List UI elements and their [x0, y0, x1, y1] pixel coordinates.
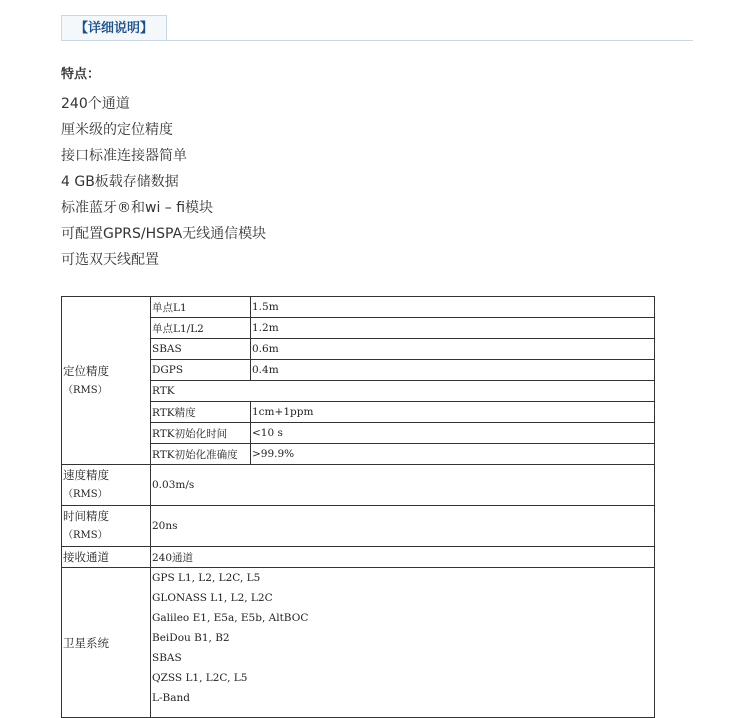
- spec-name-cell: RTK初始化准确度: [151, 444, 251, 465]
- table-row: [62, 318, 655, 339]
- spec-name-cell: SBAS: [151, 339, 251, 360]
- velocity-accuracy-unit: （RMS）: [63, 489, 108, 500]
- table-row: [62, 297, 655, 318]
- channels-value: 240通道: [151, 547, 655, 568]
- feature-item: 厘米级的定位精度: [61, 122, 173, 138]
- table-row: [62, 423, 655, 444]
- spec-value-cell: 0.4m: [251, 360, 655, 381]
- positioning-accuracy-unit: （RMS）: [63, 384, 108, 396]
- satellite-system-item: GLONASS L1, L2, L2C: [152, 592, 273, 604]
- spec-value-cell: >99.9%: [251, 444, 655, 465]
- table-row: [62, 506, 655, 547]
- feature-item: 4 GB板载存储数据: [61, 174, 179, 190]
- timing-accuracy-title: 时间精度: [63, 509, 109, 523]
- velocity-accuracy-label: [62, 465, 151, 506]
- feature-item: 标准蓝牙®和wi – fi模块: [61, 200, 214, 216]
- table-row: [62, 339, 655, 360]
- feature-item: 240个通道: [61, 96, 130, 112]
- table-row: [62, 568, 655, 718]
- table-row: [62, 360, 655, 381]
- satellite-system-item: L-Band: [152, 692, 190, 704]
- timing-accuracy-unit: （RMS）: [63, 530, 108, 541]
- timing-accuracy-label: [62, 506, 151, 547]
- velocity-accuracy-value: 0.03m/s: [151, 465, 655, 506]
- spec-name-cell: RTK: [151, 381, 655, 402]
- satellite-systems-value: [151, 568, 655, 718]
- timing-accuracy-value: 20ns: [151, 506, 655, 547]
- feature-item: 可配置GPRS/HSPA无线通信模块: [61, 226, 267, 242]
- satellite-systems-label: 卫星系统: [62, 568, 151, 718]
- tab-bar: [61, 15, 693, 41]
- satellite-system-item: GPS L1, L2, L2C, L5: [152, 572, 261, 584]
- features-list: [61, 91, 266, 273]
- spec-name-cell: RTK初始化时间: [151, 423, 251, 444]
- satellite-system-item: SBAS: [152, 652, 182, 664]
- spec-value-cell: 1.2m: [251, 318, 655, 339]
- satellite-system-item: Galileo E1, E5a, E5b, AltBOC: [152, 612, 309, 624]
- spec-table: [61, 296, 655, 718]
- spec-name-cell: DGPS: [151, 360, 251, 381]
- features-title: 特点：: [61, 67, 101, 82]
- spec-value-cell: 1cm+1ppm: [251, 402, 655, 423]
- features-section: [61, 65, 266, 273]
- spec-value-cell: <10 s: [251, 423, 655, 444]
- satellite-system-item: QZSS L1, L2C, L5: [152, 672, 248, 684]
- positioning-accuracy-title: 定位精度: [63, 363, 109, 378]
- table-row: [62, 465, 655, 506]
- table-row: [62, 444, 655, 465]
- feature-item: 接口标准连接器简单: [61, 148, 187, 164]
- satellite-system-item: BeiDou B1, B2: [152, 632, 230, 644]
- positioning-accuracy-label: [62, 297, 151, 465]
- channels-label: 接收通道: [62, 547, 151, 568]
- table-row: [62, 547, 655, 568]
- table-row: [62, 381, 655, 402]
- tab-detail-description[interactable]: 【详细说明】: [61, 15, 167, 40]
- spec-value-cell: 0.6m: [251, 339, 655, 360]
- spec-name-cell: 单点L1: [151, 297, 251, 318]
- feature-item: 可选双天线配置: [61, 252, 159, 268]
- spec-name-cell: RTK精度: [151, 402, 251, 423]
- table-row: [62, 402, 655, 423]
- spec-value-cell: 1.5m: [251, 297, 655, 318]
- spec-name-cell: 单点L1/L2: [151, 318, 251, 339]
- velocity-accuracy-title: 速度精度: [63, 468, 109, 482]
